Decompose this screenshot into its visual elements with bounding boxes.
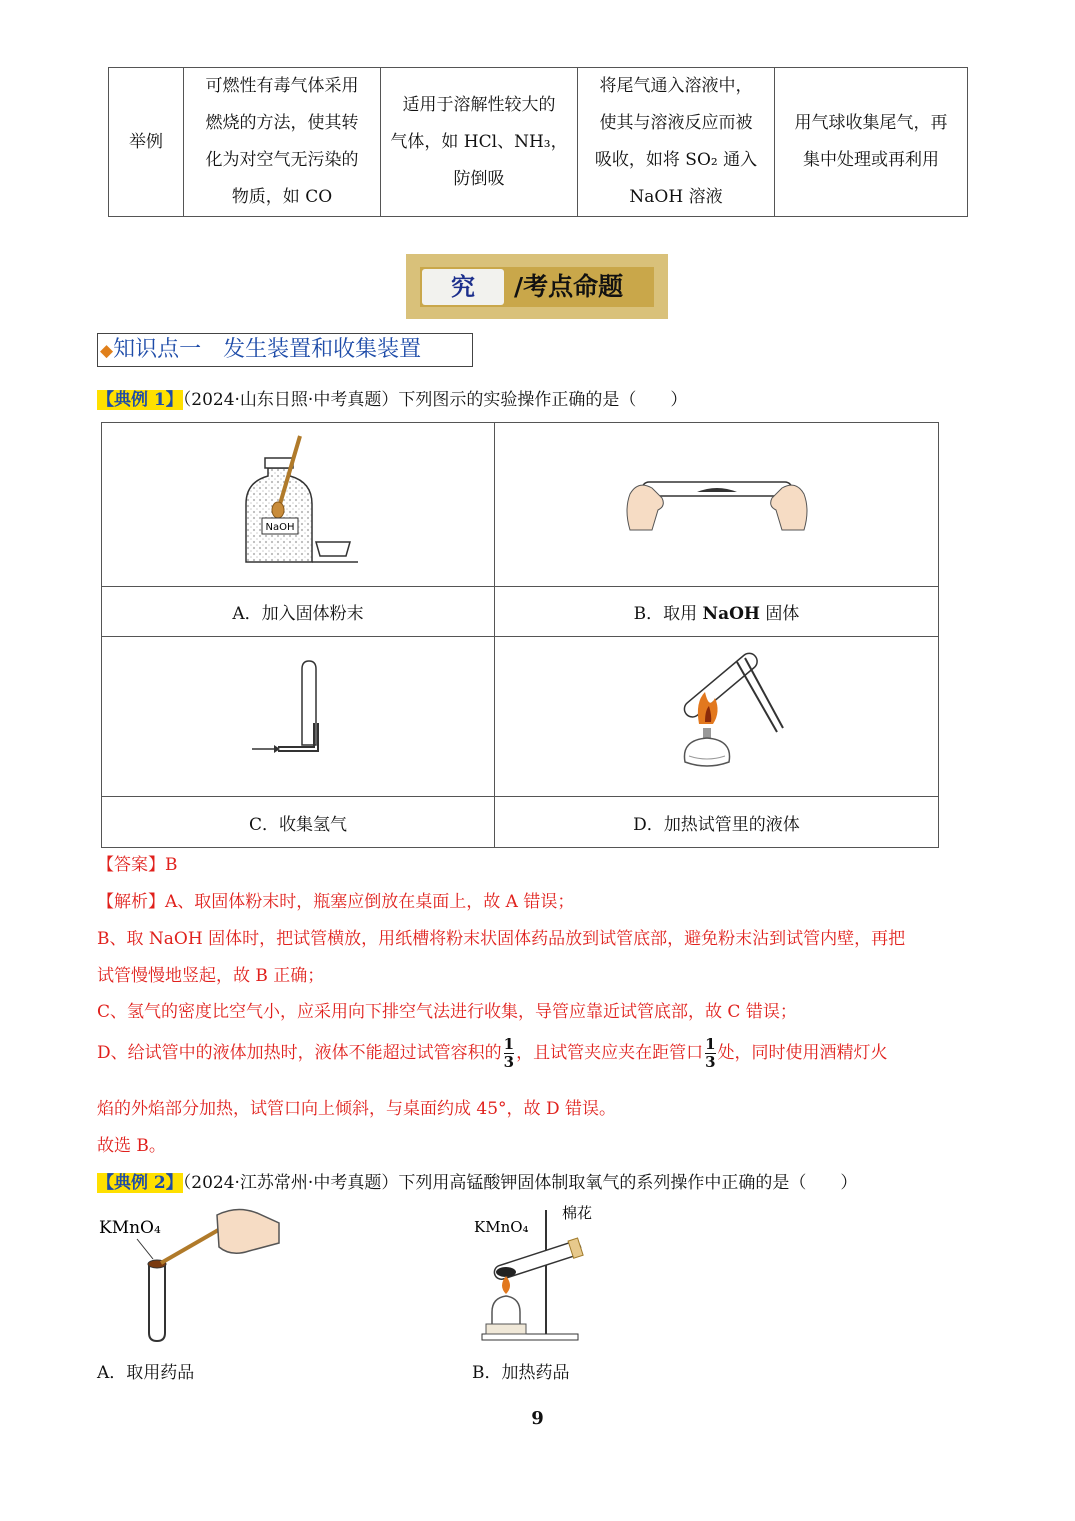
- table-cell-absorption: [578, 68, 775, 217]
- cell-line: 适用于溶解性较大的: [402, 94, 556, 115]
- cell-line: 吸收，如将 SO₂ 通入: [594, 150, 758, 170]
- example2-option-b-image: [472, 1200, 612, 1345]
- option-letter: A．: [232, 604, 262, 624]
- option-b-image: [495, 423, 939, 587]
- knowledge-point-heading: [97, 333, 473, 367]
- option-b-caption: [495, 587, 939, 637]
- analysis-text: ，且试管夹应夹在距管口: [516, 1043, 704, 1063]
- option-text: 收集氢气: [279, 814, 347, 835]
- example1-answer: 【答案】B: [97, 855, 178, 875]
- frac-den: 3: [705, 1053, 716, 1071]
- analysis-line-1: [97, 887, 574, 912]
- frac-num: 1: [705, 1035, 716, 1053]
- option-text: 加热试管里的液体: [663, 814, 800, 835]
- example1-tag: 【典例 1】: [97, 390, 183, 410]
- analysis-text: A、取固体粉末时，瓶塞应倒放在桌面上，故 A 错误；: [165, 892, 575, 912]
- cell-line: 将尾气通入溶液中，: [599, 76, 753, 96]
- example1-stem: [97, 385, 687, 410]
- table-cell-combustion: [184, 68, 381, 217]
- option-letter: C．: [248, 814, 279, 835]
- analysis-text: D、给试管中的液体加热时，液体不能超过试管容积的: [97, 1043, 502, 1063]
- cell-line: 燃烧的方法，使其转: [205, 113, 359, 133]
- option-a-caption: [102, 587, 495, 637]
- option-letter: B．: [633, 604, 664, 624]
- example2-option-a-image: [97, 1205, 297, 1345]
- page-number: 9: [531, 1408, 544, 1429]
- option-d-caption: [495, 797, 939, 848]
- cotton-label: 棉花: [562, 1204, 593, 1222]
- cell-line: 防倒吸: [453, 168, 505, 189]
- example2-option-a-caption: A．取用药品: [97, 1363, 195, 1383]
- table-cell-balloon: [775, 68, 968, 217]
- frac-num: 1: [503, 1035, 515, 1053]
- option-c-image: [102, 637, 495, 797]
- analysis-label: 【解析】: [97, 892, 165, 912]
- cell-line: 使其与溶液反应而被: [599, 113, 753, 133]
- kmno4-label: KMnO₄: [99, 1218, 161, 1238]
- frac-den: 3: [503, 1053, 515, 1071]
- cell-line: 集中处理或再利用: [803, 150, 939, 170]
- heating-apparatus-illustration: [472, 1200, 612, 1345]
- diamond-icon: ◆: [100, 341, 114, 361]
- option-text-bold: NaOH: [702, 604, 760, 624]
- horizontal-test-tube-illustration: [622, 462, 812, 542]
- example2-stem-text: （2024·江苏常州·中考真题）下列用高锰酸钾固体制取氧气的系列操作中正确的是（ ）: [182, 1173, 858, 1193]
- fraction-one-third: [705, 1036, 715, 1071]
- analysis-line-6: 焰的外焰部分加热，试管口向上倾斜，与桌面约成 45°，故 D 错误。: [97, 1099, 616, 1119]
- knowledge-point-text: 知识点一 发生装置和收集装置: [113, 337, 422, 362]
- row-label: 举例: [109, 68, 184, 217]
- option-text: 取用: [663, 604, 703, 624]
- cell-line: 用气球收集尾气，再: [794, 113, 948, 133]
- naoh-label: NaOH: [265, 522, 295, 533]
- bottle-spoon-illustration: [228, 432, 368, 572]
- kmno4-label: KMnO₄: [474, 1218, 529, 1236]
- spoon-tube-illustration: [97, 1205, 297, 1345]
- option-text: 加入固体粉末: [261, 604, 364, 624]
- tail-gas-table: [108, 67, 968, 217]
- analysis-text: 处，同时使用酒精灯火: [717, 1043, 888, 1063]
- cell-line: 可燃性有毒气体采用: [205, 76, 359, 96]
- option-c-caption: [102, 797, 495, 848]
- example2-stem: [97, 1168, 857, 1193]
- option-text: 固体: [759, 604, 800, 624]
- example2-option-b-caption: B．加热药品: [472, 1363, 570, 1383]
- analysis-line-4: C、氢气的密度比空气小，应采用向下排空气法进行收集，导管应靠近试管底部，故 C 错误；: [97, 1002, 797, 1022]
- section-banner: [406, 254, 668, 319]
- banner-title: /考点命题: [514, 272, 624, 301]
- conclusion: 故选 B。: [97, 1136, 166, 1156]
- analysis-line-2: B、取 NaOH 固体时，把试管横放，用纸槽将粉末状固体药品放到试管底部，避免粉末沾到试管内壁，再把: [97, 929, 906, 949]
- option-d-image: [495, 637, 939, 797]
- option-a-image: [102, 423, 495, 587]
- heating-tube-illustration: [647, 644, 787, 784]
- example1-options-table: [101, 422, 939, 848]
- cell-line: 物质，如 CO: [231, 187, 333, 207]
- cell-line: 化为对空气无污染的: [205, 150, 359, 170]
- analysis-line-5: [97, 1036, 888, 1071]
- fraction-one-third: [504, 1036, 514, 1071]
- inverted-tube-illustration: [248, 659, 348, 769]
- cell-line: 气体，如 HCl、NH₃，: [390, 131, 568, 152]
- option-letter: D．: [633, 814, 664, 835]
- example2-tag: 【典例 2】: [97, 1173, 183, 1193]
- example1-stem-text: （2024·山东日照·中考真题）下列图示的实验操作正确的是（ ）: [182, 390, 688, 410]
- table-cell-anti-suckback: [381, 68, 578, 217]
- analysis-line-3: 试管慢慢地竖起，故 B 正确；: [97, 966, 325, 986]
- cell-line: NaOH 溶液: [629, 187, 723, 207]
- banner-box: 究: [422, 269, 504, 305]
